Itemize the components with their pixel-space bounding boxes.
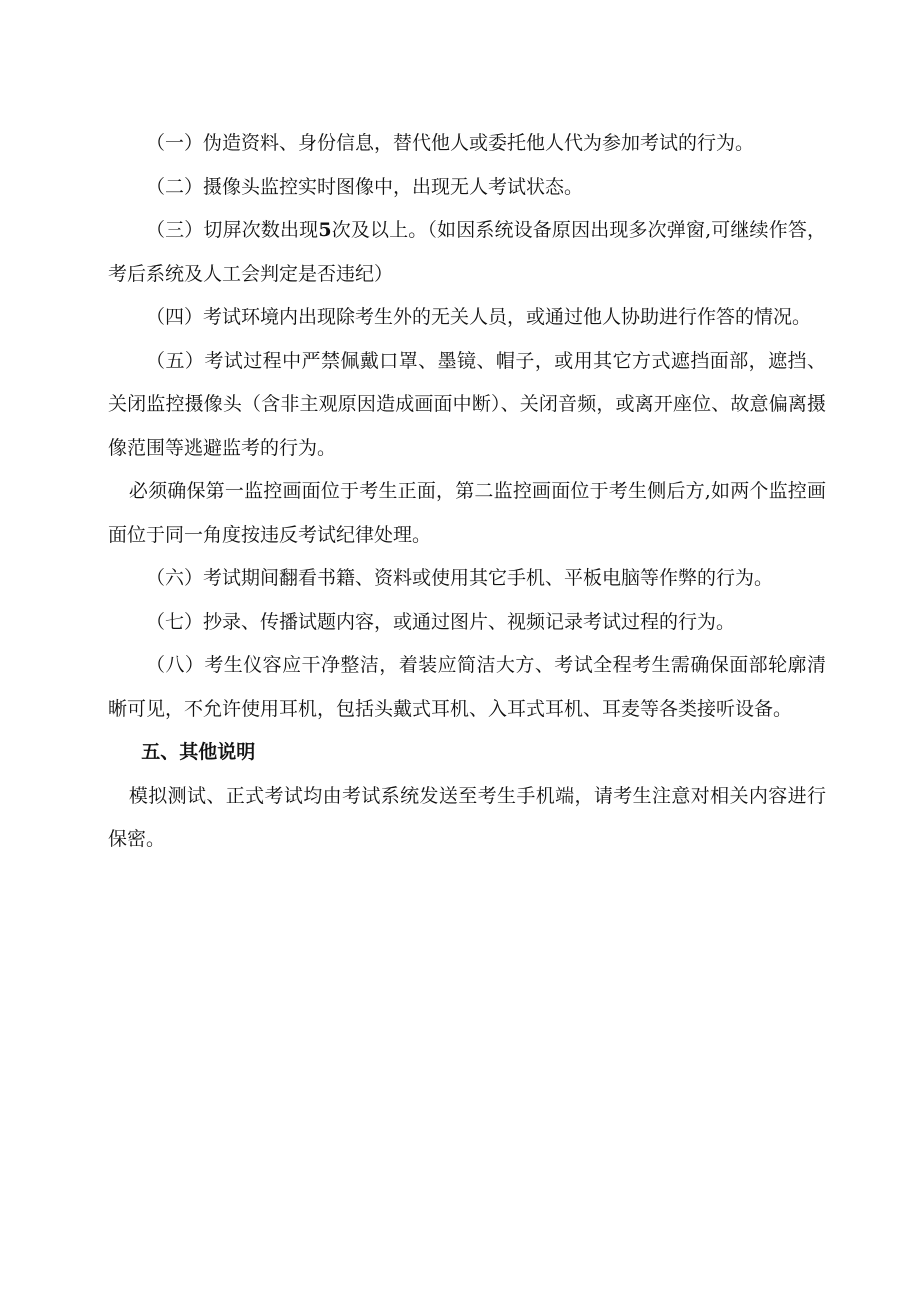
rule-note-monitor: 必须确保第一监控画面位于考生正面，第二监控画面位于考生侧后方,如两个监控画面位于同一角度按违反考试纪律处理。 xyxy=(108,480,826,546)
rule-item-4: （四）考试环境内出现除考生外的无关人员，或通过他人协助进行作答的情况。 xyxy=(146,306,812,328)
rule-item-5: （五）考试过程中严禁佩戴口罩、墨镜、帽子，或用其它方式遮挡面部，遮挡、关闭监控摄像头（含非主观原因造成画面中断）、关闭音频，或离开座位、故意偏离摄像范围等逃避监考的行为。 xyxy=(108,349,826,459)
rule-item-1: （一）伪造资料、身份信息，替代他人或委托他人代为参加考试的行为。 xyxy=(146,132,755,154)
rule-item-8: （八）考生仪容应干净整洁，着装应简洁大方、考试全程考生需确保面部轮廓清晰可见，不允许使用耳机，包括头戴式耳机、入耳式耳机、耳麦等各类接听设备。 xyxy=(108,654,826,720)
document-body xyxy=(108,122,826,862)
rule-item-2: （二）摄像头监控实时图像中，出现无人考试状态。 xyxy=(146,175,584,198)
rule-item-7: （七）抄录、传播试题内容，或通过图片、视频记录考试过程的行为。 xyxy=(146,610,736,633)
rule-item-3-text-before: （三）切屏次数出现 xyxy=(146,219,319,241)
closing-paragraph: 模拟测试、正式考试均由考试系统发送至考生手机端，请考生注意对相关内容进行保密。 xyxy=(108,784,826,850)
rule-item-3-text-after: 次及以上。（如因系统设备原因出现多次弹窗,可继续作答，考后系统及人工会判定是否违纪） xyxy=(108,219,826,285)
rule-item-6: （六）考试期间翻看书籍、资料或使用其它手机、平板电脑等作弊的行为。 xyxy=(146,567,774,589)
rule-item-3 xyxy=(108,209,826,296)
rule-item-3-count: 5 xyxy=(318,219,332,241)
section-heading: 五、其他说明 xyxy=(141,741,256,763)
